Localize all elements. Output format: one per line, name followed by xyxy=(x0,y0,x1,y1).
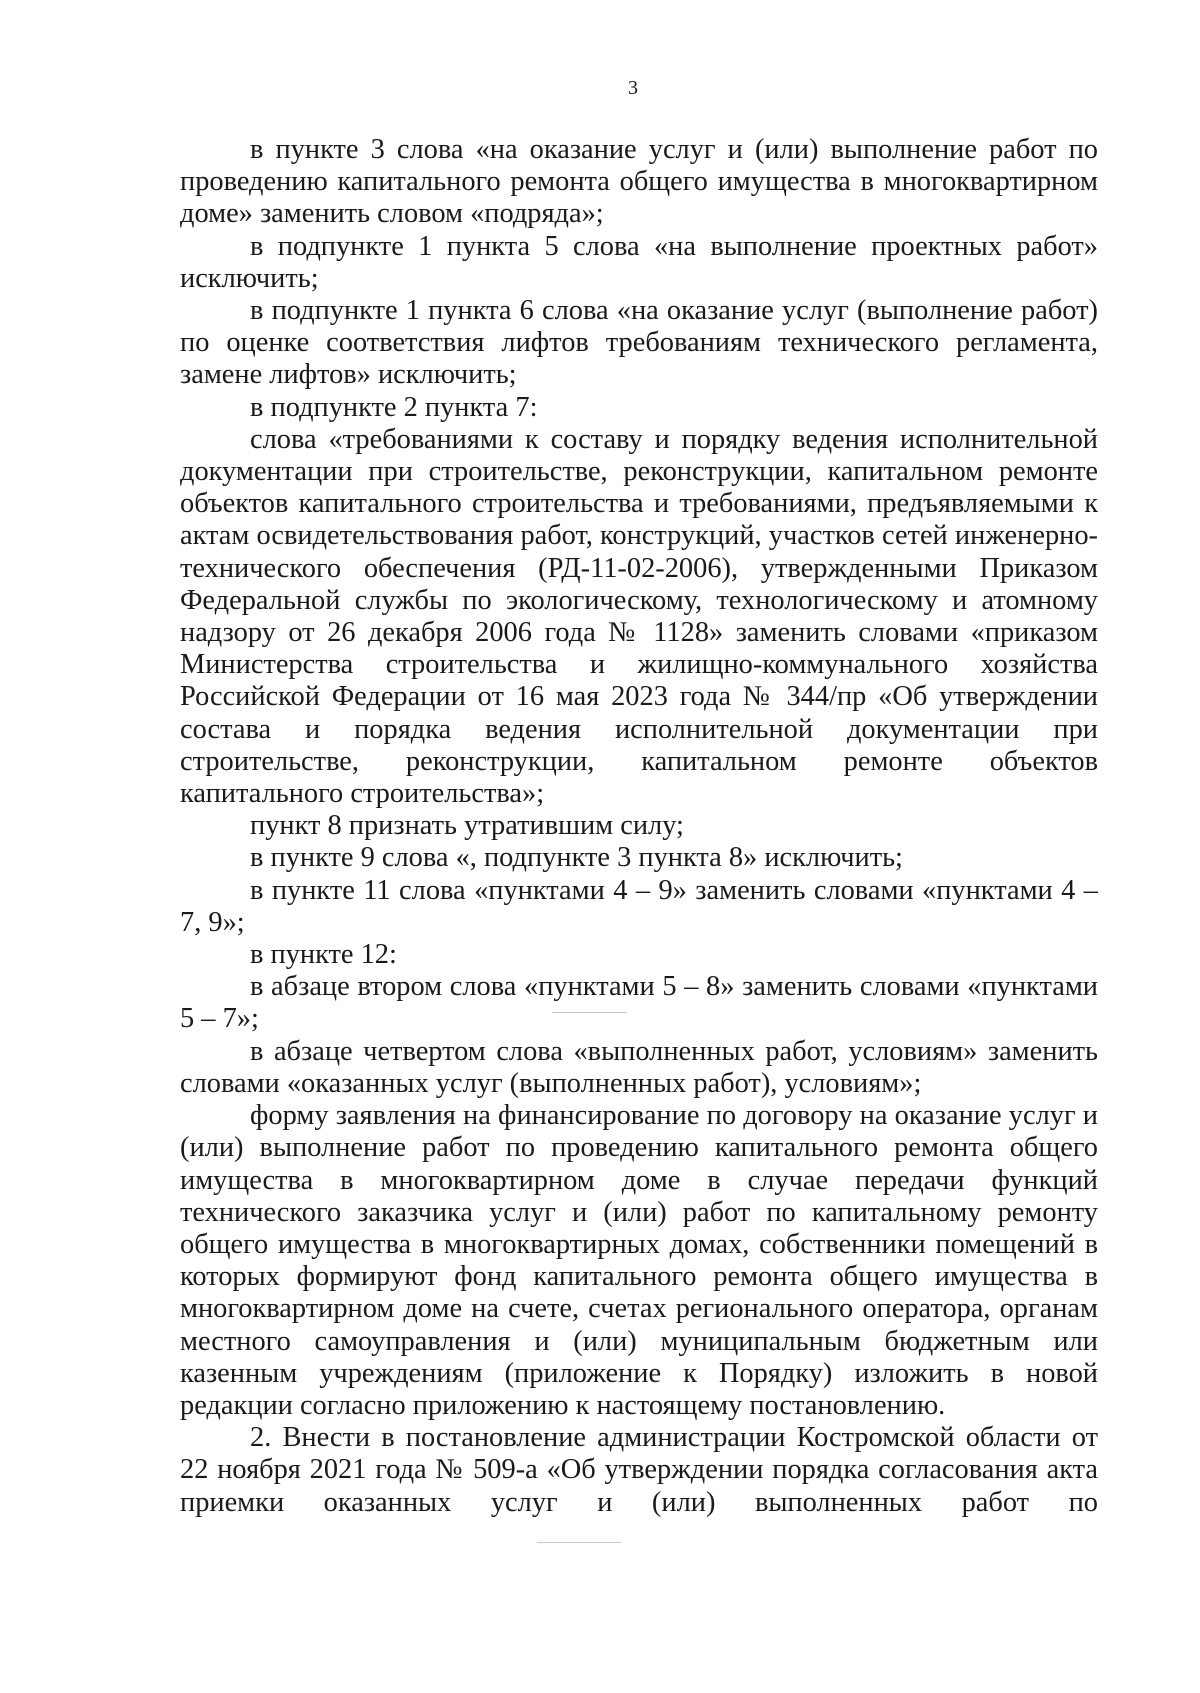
paragraph-point-12-fourth: в абзаце четвертом слова «выполненных работ, условиям» заменить словами «оказанных услуг (выполненных работ), условиям»; xyxy=(180,1035,1098,1099)
paragraph-point-9: в пункте 9 слова «, подпункте 3 пункта 8» исключить; xyxy=(250,842,903,874)
paragraph-point-11: в пункте 11 слова «пунктами 4 – 9» заменить словами «пунктами 4 – 7, 9»; xyxy=(180,874,1098,938)
paragraph-point-6: в подпункте 1 пункта 6 слова «на оказание услуг (выполнение работ) по оценке соответствия лифтов требованиям технического регламента, замене лифтов» исключить; xyxy=(180,295,1098,391)
paragraph-point-8: пункт 8 признать утратившим силу; xyxy=(250,810,684,842)
paragraph-point-3: в пункте 3 слова «на оказание услуг и (или) выполнение работ по проведению капитального ремонта общего имущества в многоквартирном доме» заменить словом «подряда»; xyxy=(180,134,1098,230)
scan-artifact-middle xyxy=(552,1012,626,1013)
paragraph-application-form: форму заявления на финансирование по договору на оказание услуг и (или) выполнение работ по проведению капитального ремонта общего имущества в многоквартирном доме в случае передачи функций технического заказчика услуг и (или) работ по капитальному ремонту общего имущества в многоквартирных домах, собственники помещений в которых формируют фонд капитального ремонта общего имущества в многоквартирном доме на счете, счетах регионального оператора, органам местного самоуправления и (или) муниципальным бюджетным или казенным учреждениям (приложение к Порядку) изложить в новой редакции согласно приложению к настоящему постановлению. xyxy=(180,1100,1098,1421)
paragraph-point-12-second: в абзаце втором слова «пунктами 5 – 8» заменить словами «пунктами 5 – 7»; xyxy=(180,971,1098,1035)
document-body xyxy=(180,134,1098,1519)
paragraph-point-12-intro: в пункте 12: xyxy=(250,939,397,971)
paragraph-point-7-words: слова «требованиями к составу и порядку ведения исполнительной документации при строительстве, реконструкции, капитальном ремонте объектов капитального строительства и требованиями, предъявляемыми к актам освидетельствования работ, конструкций, участков сетей инженерно-технического обеспечения (РД-11-02-2006), утвержденными Приказом Федеральной службы по экологическому, технологическому и атомному надзору от 26 декабря 2006 года № 1128» заменить словами «приказом Министерства строительства и жилищно-коммунального хозяйства Российской Федерации от 16 мая 2023 года № 344/пр «Об утверждении состава и порядка ведения исполнительной документации при строительстве, реконструкции, капитальном ремонте объектов капитального строительства»; xyxy=(180,423,1098,810)
paragraph-point-5: в подпункте 1 пункта 5 слова «на выполнение проектных работ» исключить; xyxy=(180,230,1098,294)
paragraph-point-7-intro: в подпункте 2 пункта 7: xyxy=(250,391,538,423)
scan-artifact-bottom xyxy=(537,1542,621,1543)
paragraph-section-2: 2. Внести в постановление администрации Костромской области от 22 ноября 2021 года № 509-а «Об утверждении порядка согласования акта приемки оказанных услуг и (или) выполненных работ по xyxy=(180,1422,1098,1518)
page-number: 3 xyxy=(628,77,638,99)
